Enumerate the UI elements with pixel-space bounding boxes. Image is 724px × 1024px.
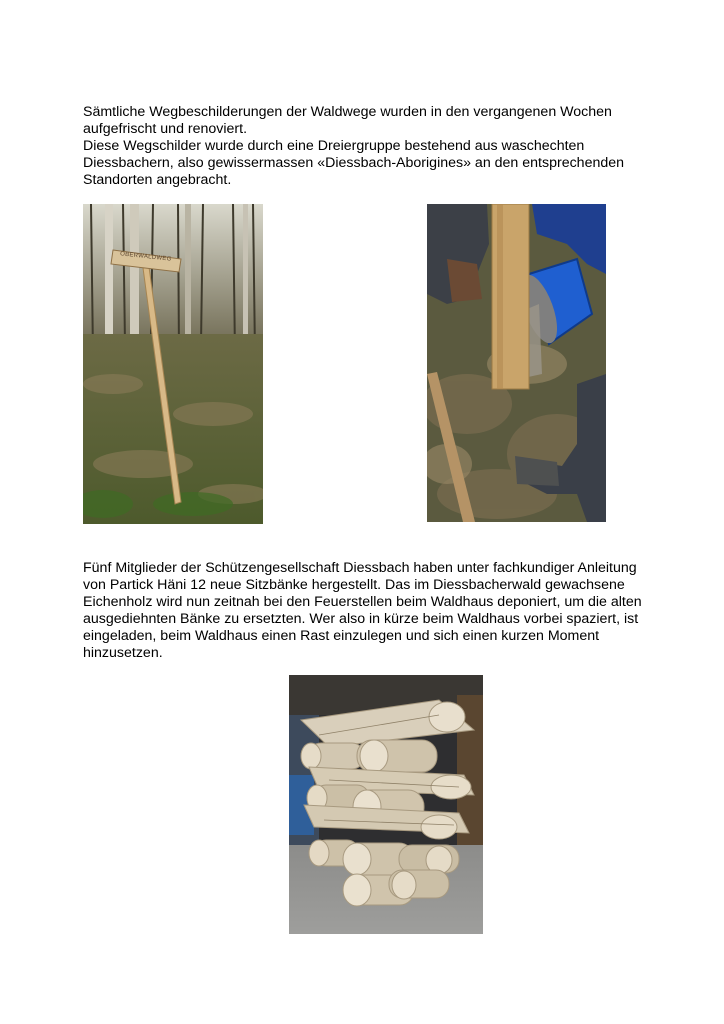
text-line: Eichenholz wird nun zeitnah bei den Feuerstellen beim Waldhaus deponiert, um die alten [83,594,642,610]
photo-stacked-log-benches [289,675,483,934]
text-line: Fünf Mitglieder der Schützengesellschaft Diessbach haben unter fachkundiger Anleitung [83,560,637,576]
sign-label: OBERWALDWEG [119,251,172,263]
text-line: Diessbachern, also gewissermassen «Diessbach-Aborigines» an den entsprechenden [83,155,625,171]
text-line: eingeladen, beim Waldhaus einen Rast einzulegen und sich einen kurzen Moment [83,628,600,644]
paragraph-benches [83,560,683,662]
text-line: Sämtliche Wegbeschilderungen der Waldwege wurden in den vergangenen Wochen [83,104,612,120]
paragraph-waymarks [83,104,683,189]
text-line: Standorten angebracht. [83,172,232,188]
text-line: von Partick Häni 12 neue Sitzbänke hergestellt. Das im Diessbacherwald gewachsene [83,577,625,593]
photo-post-installation [427,204,606,522]
text-line: ausgediehnten Bänke zu ersetzten. Wer also in kürze beim Waldhaus vorbei spaziert, ist [83,611,639,627]
photo-forest-signpost [83,204,263,524]
text-line: Diese Wegschilder wurde durch eine Dreiergruppe bestehend aus waschechten [83,138,585,154]
text-line: hinzusetzen. [83,645,163,661]
text-line: aufgefrischt und renoviert. [83,121,248,137]
